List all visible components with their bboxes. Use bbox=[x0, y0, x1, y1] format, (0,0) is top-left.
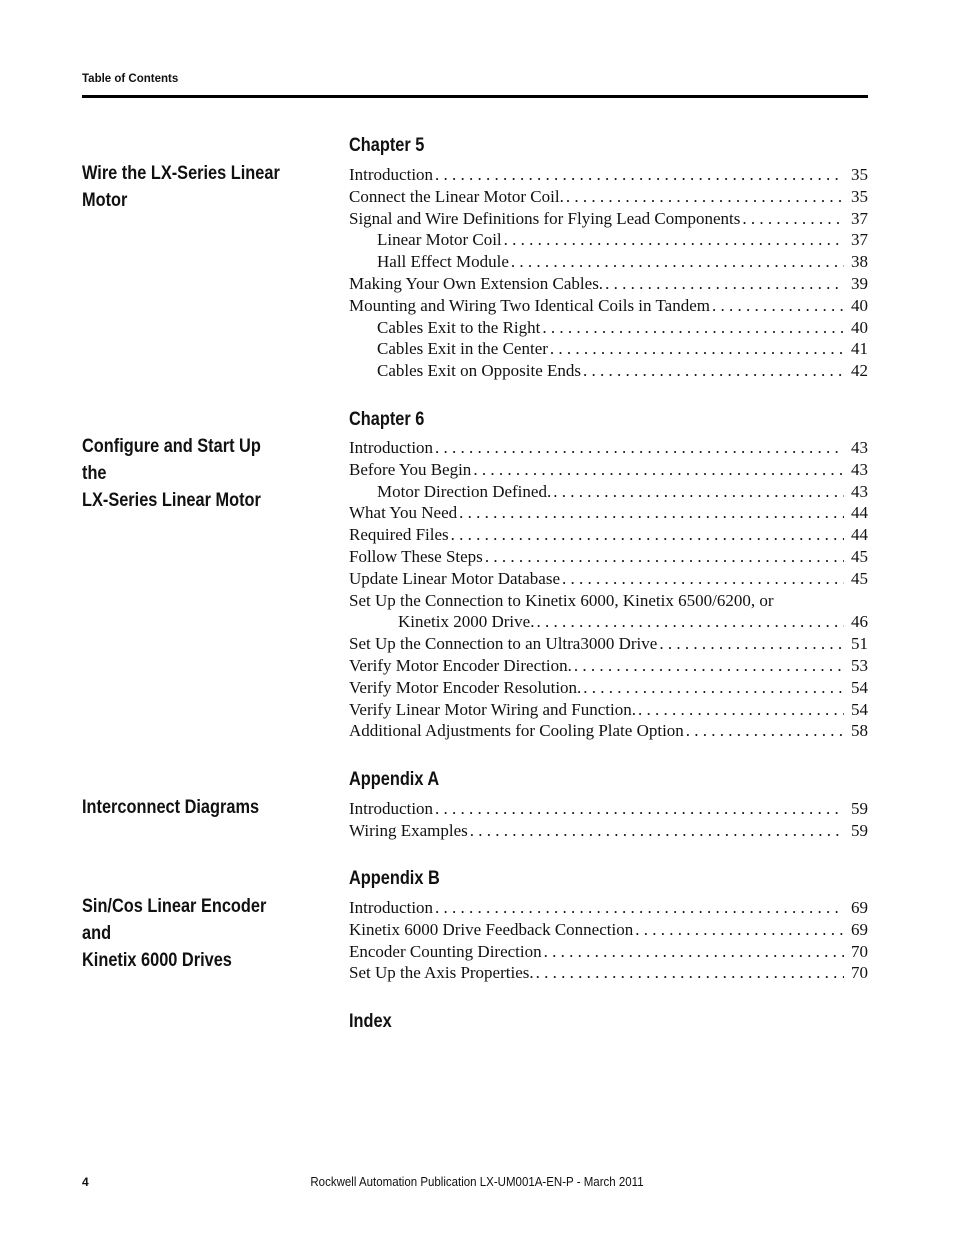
toc-entry[interactable] bbox=[349, 611, 868, 633]
toc-entry[interactable] bbox=[349, 633, 868, 655]
dot-leader bbox=[686, 720, 844, 742]
toc-entry-text: Cables Exit in the Center bbox=[377, 339, 548, 359]
toc-entry-text: Verify Linear Motor Wiring and Function. bbox=[349, 699, 636, 719]
toc-entry[interactable] bbox=[349, 251, 868, 273]
toc-entry[interactable] bbox=[349, 481, 868, 503]
section-title-line: Motor bbox=[82, 190, 128, 211]
dot-leader bbox=[536, 611, 844, 633]
toc-page-number: 43 bbox=[851, 459, 868, 479]
toc-entry-text: Verify Motor Encoder Direction. bbox=[349, 655, 572, 675]
toc-page-number: 42 bbox=[851, 361, 868, 381]
toc-entry-text: Kinetix 2000 Drive. bbox=[398, 612, 535, 632]
chapter-heading: Index bbox=[349, 1011, 392, 1032]
toc-entry-text: Introduction bbox=[349, 898, 434, 917]
dot-leader bbox=[435, 164, 844, 186]
toc-entry[interactable] bbox=[349, 897, 868, 919]
dot-leader bbox=[459, 502, 844, 524]
toc-entry[interactable] bbox=[349, 229, 868, 251]
toc-entry-text: Introduction bbox=[349, 438, 434, 457]
toc-entry[interactable] bbox=[349, 459, 868, 481]
dot-leader bbox=[583, 360, 844, 382]
toc-entry[interactable] bbox=[349, 208, 868, 230]
dot-leader bbox=[742, 208, 844, 230]
dot-leader bbox=[542, 317, 844, 339]
toc-entry-list bbox=[349, 437, 868, 742]
toc-entry-text: Wiring Examples bbox=[349, 820, 468, 840]
toc-page-number: 44 bbox=[851, 503, 868, 523]
page-number: 4 bbox=[82, 1175, 89, 1189]
toc-entry-text: Hall Effect Module bbox=[377, 252, 509, 272]
toc-entry-text: Verify Motor Encoder Resolution. bbox=[349, 677, 582, 697]
toc-entry[interactable] bbox=[349, 546, 868, 568]
toc-entry[interactable] bbox=[349, 186, 868, 208]
toc-page-number: 54 bbox=[851, 677, 868, 697]
toc-page-number: 58 bbox=[851, 721, 868, 741]
toc-entry-text: Cables Exit on Opposite Ends bbox=[377, 361, 581, 381]
dot-leader bbox=[605, 273, 844, 295]
toc-page-number: 59 bbox=[851, 799, 868, 818]
dot-leader bbox=[435, 897, 844, 919]
toc-entry-text: Set Up the Connection to an Ultra3000 Drive bbox=[349, 634, 658, 654]
toc-page-number: 37 bbox=[851, 208, 868, 228]
section-title-line: Sin/Cos Linear Encoder and bbox=[82, 896, 267, 944]
toc-entry[interactable] bbox=[349, 568, 868, 590]
toc-page-number: 70 bbox=[851, 963, 868, 983]
toc-entry[interactable] bbox=[349, 798, 868, 820]
dot-leader bbox=[712, 295, 844, 317]
toc-page-number: 53 bbox=[851, 655, 868, 675]
toc-entry[interactable] bbox=[349, 360, 868, 382]
section-title-line: Kinetix 6000 Drives bbox=[82, 950, 232, 971]
toc-entry[interactable] bbox=[349, 941, 868, 963]
toc-entry-text: Required Files bbox=[349, 525, 449, 545]
dot-leader bbox=[544, 941, 844, 963]
dot-leader bbox=[504, 229, 844, 251]
toc-entry-text: Signal and Wire Definitions for Flying Lead Components bbox=[349, 208, 741, 228]
toc-entry[interactable] bbox=[349, 820, 868, 842]
dot-leader bbox=[485, 546, 844, 568]
dot-leader bbox=[435, 437, 844, 459]
toc-page-number: 40 bbox=[851, 317, 868, 337]
dot-leader bbox=[635, 919, 844, 941]
toc-entry-text: Encoder Counting Direction bbox=[349, 941, 542, 961]
toc-entry[interactable] bbox=[349, 295, 868, 317]
dot-leader bbox=[553, 481, 844, 503]
toc-page-number: 44 bbox=[851, 525, 868, 545]
toc-page-number: 38 bbox=[851, 252, 868, 272]
dot-leader bbox=[435, 798, 844, 820]
chapter-heading: Chapter 5 bbox=[349, 135, 425, 156]
toc-entry[interactable] bbox=[349, 317, 868, 339]
toc-page-number: 69 bbox=[851, 919, 868, 939]
toc-page-number: 43 bbox=[851, 481, 868, 501]
toc-entry[interactable] bbox=[349, 677, 868, 699]
toc-entry-text: Making Your Own Extension Cables. bbox=[349, 273, 604, 293]
section-title bbox=[82, 893, 288, 974]
dot-leader bbox=[550, 338, 844, 360]
dot-leader bbox=[574, 655, 844, 677]
toc-entry-list bbox=[349, 164, 868, 382]
toc-page-number: 37 bbox=[851, 230, 868, 250]
section-title-line: Interconnect Diagrams bbox=[82, 797, 260, 818]
dot-leader bbox=[562, 568, 844, 590]
toc-page-number: 35 bbox=[851, 165, 868, 184]
toc-entry-text[interactable]: Set Up the Connection to Kinetix 6000, Kinetix 6500/6200, or bbox=[349, 590, 774, 610]
toc-entry-text: Before You Begin bbox=[349, 459, 472, 479]
dot-leader bbox=[536, 962, 844, 984]
toc-entry[interactable] bbox=[349, 720, 868, 742]
toc-entry[interactable] bbox=[349, 437, 868, 459]
toc-entry-text: Follow These Steps bbox=[349, 546, 483, 566]
running-head: Table of Contents bbox=[82, 73, 179, 85]
toc-page-number: 46 bbox=[851, 612, 868, 632]
dot-leader bbox=[470, 820, 844, 842]
toc-entry-list bbox=[349, 897, 868, 984]
dot-leader bbox=[566, 186, 844, 208]
toc-entry[interactable] bbox=[349, 655, 868, 677]
dot-leader bbox=[511, 251, 844, 273]
dot-leader bbox=[473, 459, 844, 481]
toc-entry[interactable] bbox=[349, 338, 868, 360]
toc-page-number: 69 bbox=[851, 898, 868, 917]
toc-entry-text: What You Need bbox=[349, 503, 458, 523]
toc-entry-text: Cables Exit to the Right bbox=[377, 317, 541, 337]
section-title bbox=[82, 794, 288, 821]
toc-page-number: 45 bbox=[851, 546, 868, 566]
toc-entry[interactable] bbox=[349, 524, 868, 546]
toc-entry[interactable] bbox=[349, 962, 868, 984]
toc-page-number: 41 bbox=[851, 339, 868, 359]
toc-page-number: 51 bbox=[851, 634, 868, 654]
section-title-line: Configure and Start Up the bbox=[82, 436, 261, 484]
toc-page-number: 39 bbox=[851, 273, 868, 293]
toc-entry-text: Introduction bbox=[349, 799, 434, 818]
toc-entry-text: Motor Direction Defined. bbox=[377, 481, 552, 501]
toc-entry-text: Introduction bbox=[349, 165, 434, 184]
section-title bbox=[82, 160, 288, 214]
toc-entry-text: Additional Adjustments for Cooling Plate Option bbox=[349, 721, 684, 741]
chapter-heading: Appendix B bbox=[349, 868, 440, 889]
header-rule bbox=[82, 95, 868, 98]
toc-entry-text: Linear Motor Coil bbox=[377, 230, 502, 250]
publication-info: Rockwell Automation Publication LX-UM001A-EN-P - March 2011 bbox=[310, 1175, 644, 1189]
section-title-line: Wire the LX-Series Linear bbox=[82, 163, 280, 184]
toc-entry-text: Connect the Linear Motor Coil. bbox=[349, 186, 564, 206]
toc-page-number: 59 bbox=[851, 820, 868, 840]
chapter-heading: Chapter 6 bbox=[349, 409, 425, 430]
dot-leader bbox=[659, 633, 844, 655]
dot-leader bbox=[583, 677, 844, 699]
section-title-line: LX-Series Linear Motor bbox=[82, 490, 261, 511]
dot-leader bbox=[638, 699, 844, 721]
dot-leader bbox=[451, 524, 844, 546]
toc-page-number: 70 bbox=[851, 941, 868, 961]
section-title bbox=[82, 433, 288, 514]
chapter-heading: Appendix A bbox=[349, 769, 440, 790]
toc-entry[interactable] bbox=[349, 699, 868, 721]
toc-entry-text: Set Up the Axis Properties. bbox=[349, 963, 534, 983]
toc-entry-text: Mounting and Wiring Two Identical Coils in Tandem bbox=[349, 295, 710, 315]
toc-page-number: 40 bbox=[851, 295, 868, 315]
toc-page-number: 45 bbox=[851, 568, 868, 588]
toc-entry[interactable] bbox=[349, 919, 868, 941]
toc-entry-text: Kinetix 6000 Drive Feedback Connection bbox=[349, 919, 634, 939]
toc-page-number: 43 bbox=[851, 438, 868, 457]
toc-entry-list bbox=[349, 798, 868, 842]
toc-page-number: 35 bbox=[851, 186, 868, 206]
toc-entry[interactable] bbox=[349, 502, 868, 524]
toc-entry[interactable] bbox=[349, 164, 868, 186]
toc-entry[interactable] bbox=[349, 273, 868, 295]
toc-entry-text: Update Linear Motor Database bbox=[349, 568, 560, 588]
toc-page-number: 54 bbox=[851, 699, 868, 719]
